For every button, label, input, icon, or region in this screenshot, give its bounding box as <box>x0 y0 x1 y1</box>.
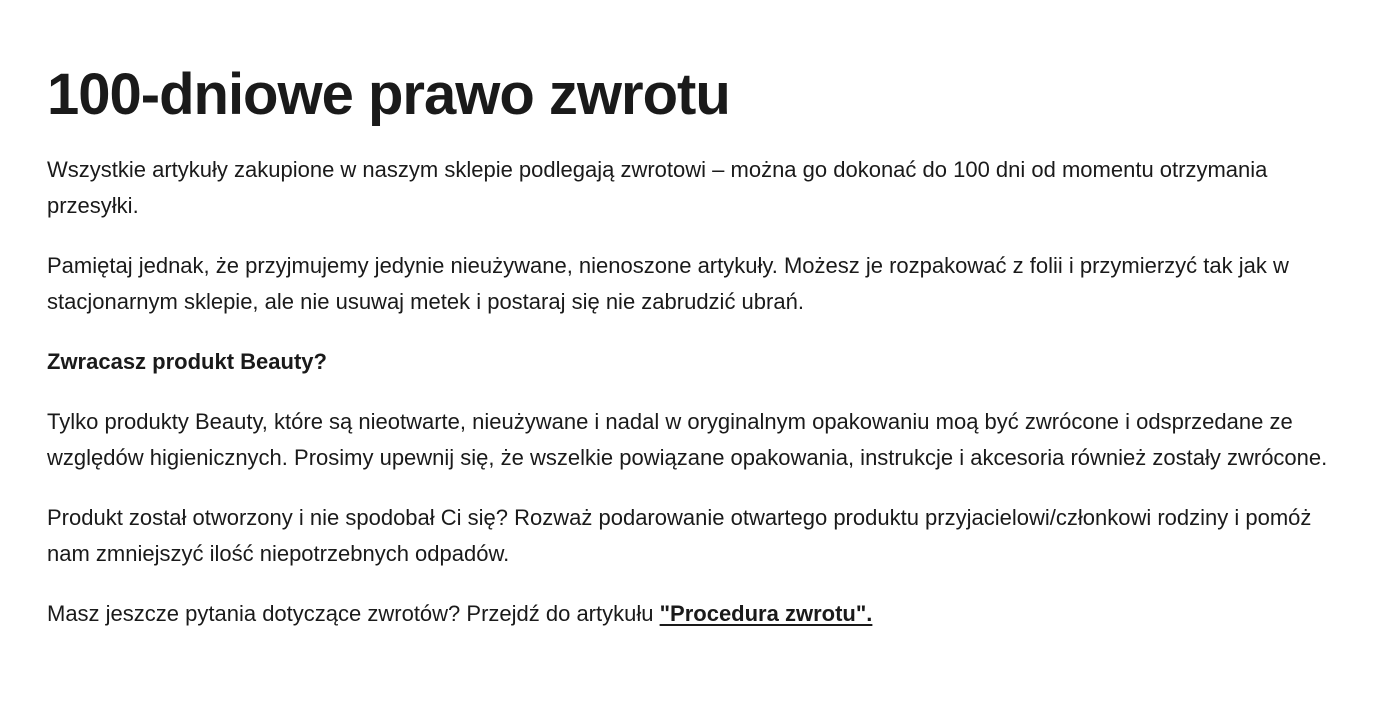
beauty-conditions-paragraph: Tylko produkty Beauty, które są nieotwarte, nieużywane i nadal w oryginalnym opakowaniu moą być zwrócone i odsprzedane ze względów higienicznych. Prosimy upewnij się, że wszelkie powiązane opakowania, instrukcje i akcesoria również zostały zwrócone. <box>47 409 1328 470</box>
questions-paragraph <box>47 596 1337 632</box>
opened-product-paragraph: Produkt został otworzony i nie spodobał Ci się? Rozważ podarowanie otwartego produktu przyjacielowi/członkowi rodziny i pomóż nam zmniejszyć ilość niepotrzebnych odpadów. <box>47 505 1312 566</box>
questions-text: Masz jeszcze pytania dotyczące zwrotów? Przejdź do artykułu <box>47 601 660 626</box>
beauty-subheading: Zwracasz produkt Beauty? <box>47 349 327 374</box>
return-procedure-link[interactable]: "Procedura zwrotu". <box>659 601 873 626</box>
return-period-paragraph: Wszystkie artykuły zakupione w naszym sklepie podlegają zwrotowi – można go dokonać do 100 dni od momentu otrzymania przesyłki. <box>47 157 1268 218</box>
page-title: 100-dniowe prawo zwrotu <box>47 62 730 127</box>
return-conditions-paragraph: Pamiętaj jednak, że przyjmujemy jedynie nieużywane, nienoszone artykuły. Możesz je rozpakować z folii i przymierzyć tak jak w stacjonarnym sklepie, ale nie usuwaj metek i postaraj się nie zabrudzić ubrań. <box>47 253 1289 314</box>
